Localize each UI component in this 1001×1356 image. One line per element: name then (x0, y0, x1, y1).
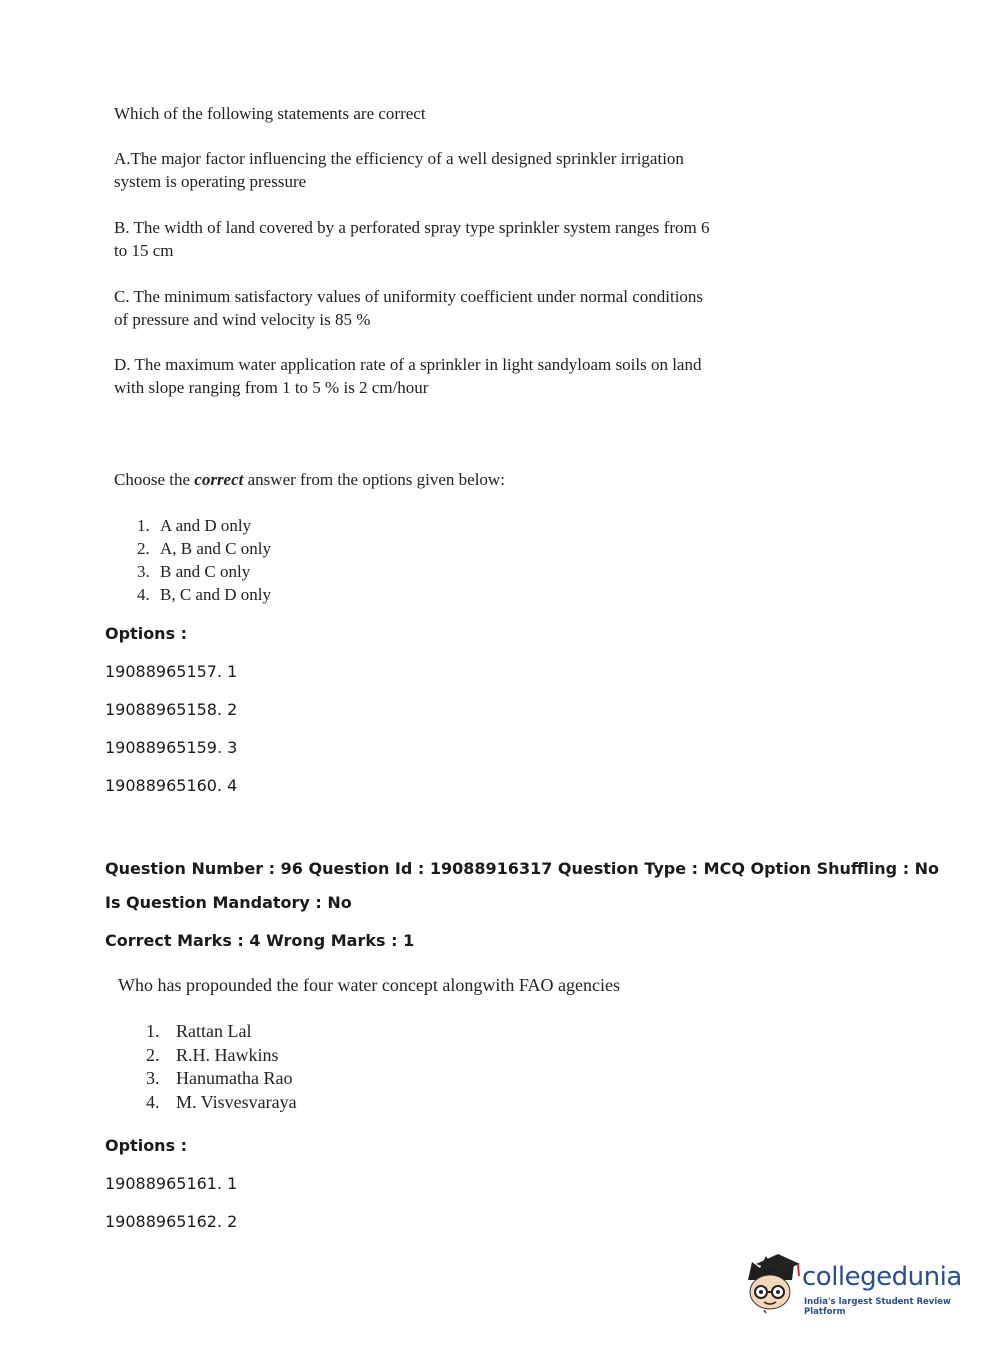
choice-text: R.H. Hawkins (176, 1044, 279, 1065)
q95-statement-b: B. The width of land covered by a perforated spray type sprinkler system ranges from 6 to 15 cm (114, 218, 710, 260)
choice-text: M. Visvesvaraya (176, 1091, 297, 1112)
q95-choice (137, 514, 271, 537)
q95-option: 19088965157. 1 (105, 662, 238, 681)
q96-header-line: Question Number : 96 Question Id : 19088916317 Question Type : MCQ Option Shuffling : No (105, 859, 940, 878)
choice-number: 4. (137, 585, 150, 604)
choice-number: 4. (146, 1091, 160, 1112)
mascot-icon (742, 1250, 802, 1314)
logo-wordmark: collegedunia (802, 1262, 962, 1292)
q95-stem: Which of the following statements are correct (114, 104, 426, 123)
choose-suffix: answer from the options given below: (243, 470, 505, 489)
q96-choice-list (146, 1020, 297, 1114)
q95-choice (137, 537, 271, 560)
q96-choice (146, 1091, 297, 1115)
q95-choice-list (137, 514, 271, 606)
q95-statement-c: C. The minimum satisfactory values of uniformity coefficient under normal conditions of pressure and wind velocity is 85 % (114, 287, 704, 329)
q95-option: 19088965159. 3 (105, 738, 238, 757)
q95-statement-a: A.The major factor influencing the efficiency of a well designed sprinkler irrigation system is operating pressure (114, 149, 684, 191)
choice-number: 3. (137, 562, 150, 581)
q96-choice (146, 1067, 297, 1091)
q96-marks-line: Correct Marks : 4 Wrong Marks : 1 (105, 931, 415, 950)
choose-prefix: Choose the (114, 470, 195, 489)
choice-text: Rattan Lal (176, 1021, 252, 1041)
q96-choice (146, 1044, 297, 1068)
q95-statement-d: D. The maximum water application rate of a sprinkler in light sandyloam soils on land with slope ranging from 1 to 5 % is 2 cm/hour (114, 355, 702, 397)
q96-choice (146, 1020, 297, 1044)
q96-option: 19088965162. 2 (105, 1212, 238, 1231)
choice-number: 1. (146, 1021, 160, 1041)
choose-emphasis: correct (194, 470, 244, 489)
choice-number: 1. (137, 516, 150, 535)
choice-text: A and D only (160, 516, 252, 535)
q95-choice (137, 560, 271, 583)
choice-text: A, B and C only (160, 539, 271, 558)
choice-text: Hanumatha Rao (176, 1068, 293, 1088)
q96-option: 19088965161. 1 (105, 1174, 238, 1193)
q95-choose-instruction (114, 468, 505, 491)
logo-tagline: India's largest Student Review Platform (804, 1297, 951, 1317)
q95-option: 19088965158. 2 (105, 700, 238, 719)
q95-options-label: Options : (105, 624, 188, 643)
q95-option: 19088965160. 4 (105, 776, 238, 795)
collegedunia-logo (742, 1250, 972, 1320)
choice-number: 2. (137, 539, 150, 558)
choice-number: 2. (146, 1044, 160, 1065)
q95-choice (137, 583, 271, 606)
q96-stem: Who has propounded the four water concept alongwith FAO agencies (118, 975, 621, 995)
q96-options-label: Options : (105, 1136, 188, 1155)
choice-number: 3. (146, 1068, 160, 1088)
q96-mandatory-line: Is Question Mandatory : No (105, 893, 352, 912)
choice-text: B, C and D only (160, 585, 271, 604)
choice-text: B and C only (160, 562, 251, 581)
